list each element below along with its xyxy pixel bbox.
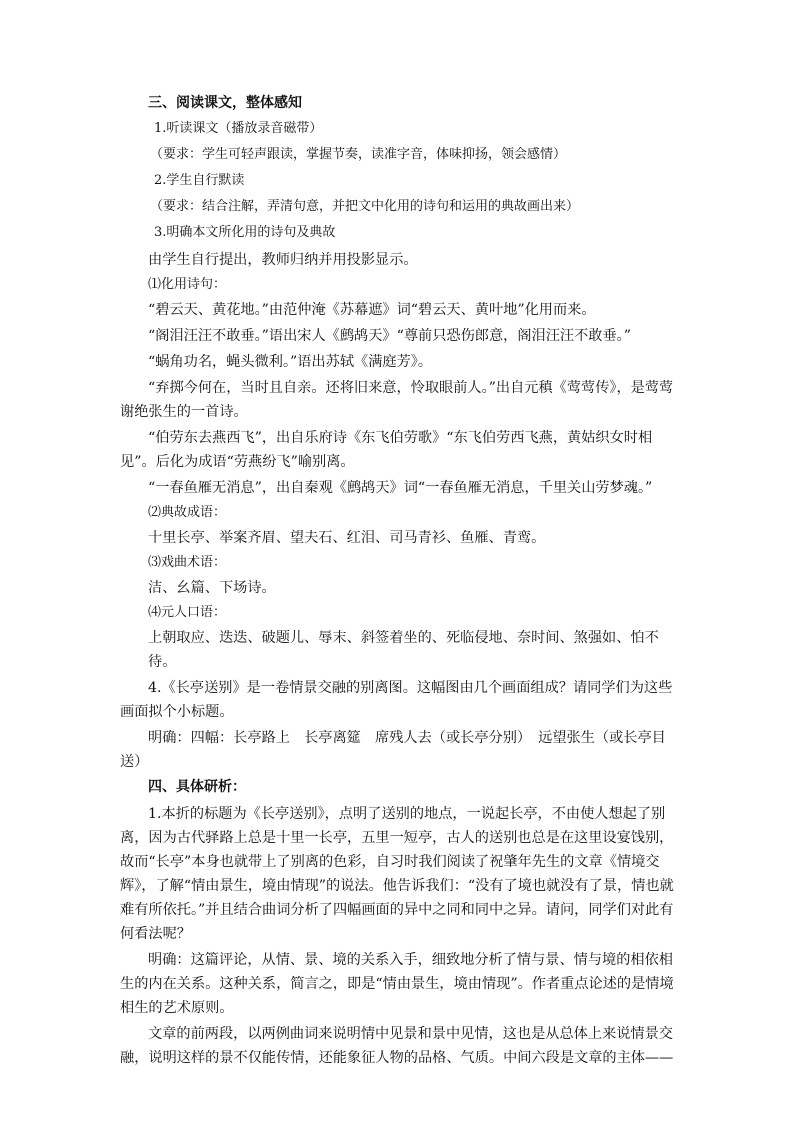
subheading-allusions: ⑵典故成语：	[148, 505, 227, 520]
analysis-paragraph-1: 1.本折的标题为《长亭送别》，点明了送别的地点，一说起长亭，不由使人想起了别离，因为古代驿路上总是十里一长亭，五里一短亭，古人的送别也总是在这里设宴饯别，故而“长亭”本身也就带上了别离的色彩，自习时我们阅读了祝肇年先生的文章《情境交辉》，了解“情由景生，境由情现”的说法。他告诉我们：“没有了境也就没有了景，情也就难有所依托。”并且结合曲词分析了四幅画面的异中之同和同中之异。请问，同学们对此有何看法呢？	[120, 806, 674, 942]
subheading-colloquial: ⑷元人口语：	[148, 605, 227, 620]
analysis-paragraph-2: 明确：这篇评论，从情、景、境的关系入手，细致地分析了情与景、情与境的相依相生的内在关系。这种关系，简言之，即是“情由景生，境由情现”。作者重点论述的是情境相生的艺术原则。	[120, 952, 674, 1016]
document-body	[120, 92, 676, 1072]
section-heading-3: 三、阅读课文，整体感知	[148, 95, 302, 111]
step-1: 1.听读课文（播放录音磁带）	[154, 121, 323, 136]
colloquial-list: 上朝取应、迭迭、破题儿、辱末、斜签着坐的、死临侵地、奈时间、煞强如、怕不待。	[148, 630, 659, 670]
drama-terms-list: 洁、幺篇、下场诗。	[148, 580, 276, 596]
step-2: 2.学生自行默读	[154, 173, 245, 188]
analysis-paragraph-3: 文章的前两段，以两例曲词来说明情中见景和景中见情，这也是从总体上来说情景交融，说明这样的景不仅能传情，还能象征人物的品格、气质。中间六段是文章的主体——	[120, 1026, 674, 1066]
subheading-poem-lines: ⑴化用诗句：	[148, 277, 227, 292]
step-2-requirement: （要求：结合注解，弄清句意，并把文中化用的诗句和运用的典故画出来）	[150, 199, 580, 214]
allusions-list: 十里长亭、举案齐眉、望夫石、红泪、司马青衫、鱼雁、青鸾。	[148, 530, 546, 546]
subheading-drama-terms: ⑶戏曲术语：	[148, 555, 227, 570]
quote-paragraph: “阁泪汪汪不敢垂。”语出宋人《鹧鸪天》“尊前只恐伤郎意，阁泪汪汪不敢垂。”	[148, 328, 632, 344]
quote-paragraph: “一春鱼雁无消息”，出自秦观《鹧鸪天》词“一春鱼雁无消息，千里关山劳梦魂。”	[148, 480, 653, 496]
section-heading-4: 四、具体研析：	[148, 779, 246, 795]
quote-paragraph: “伯劳东去燕西飞”，出自乐府诗《东飞伯劳歌》“东飞伯劳西飞燕，黄姑织女时相见”。后化为成语“劳燕纷飞”喻别离。	[120, 430, 653, 470]
quote-paragraph: “碧云天、黄花地。”由范仲淹《苏幕遮》词“碧云天、黄叶地”化用而来。	[148, 302, 596, 318]
step-4-question: 4.《长亭送别》是一卷情景交融的别离图。这幅图由几个画面组成？请同学们为这些画面拟个小标题。	[120, 680, 673, 720]
step-4-answer: 明确：四幅：长亭路上 长亭离筵 席残人去（或长亭分别） 远望张生（或长亭目送）	[120, 730, 666, 770]
step-1-requirement: （要求：学生可轻声跟读，掌握节奏，读准字音，体味抑扬，领会感情）	[150, 147, 567, 162]
step-3-note: 由学生自行提出，教师归纳并用投影显示。	[148, 252, 418, 268]
step-3: 3.明确本文所化用的诗句及典故	[154, 225, 336, 240]
quote-paragraph: “蜗角功名，蝇头微利。”语出苏轼《满庭芳》。	[148, 354, 433, 370]
quote-paragraph: “弃掷今何在，当时且自亲。还将旧来意，怜取眼前人。”出自元稹《莺莺传》，是莺莺谢绝张生的一首诗。	[120, 380, 674, 420]
